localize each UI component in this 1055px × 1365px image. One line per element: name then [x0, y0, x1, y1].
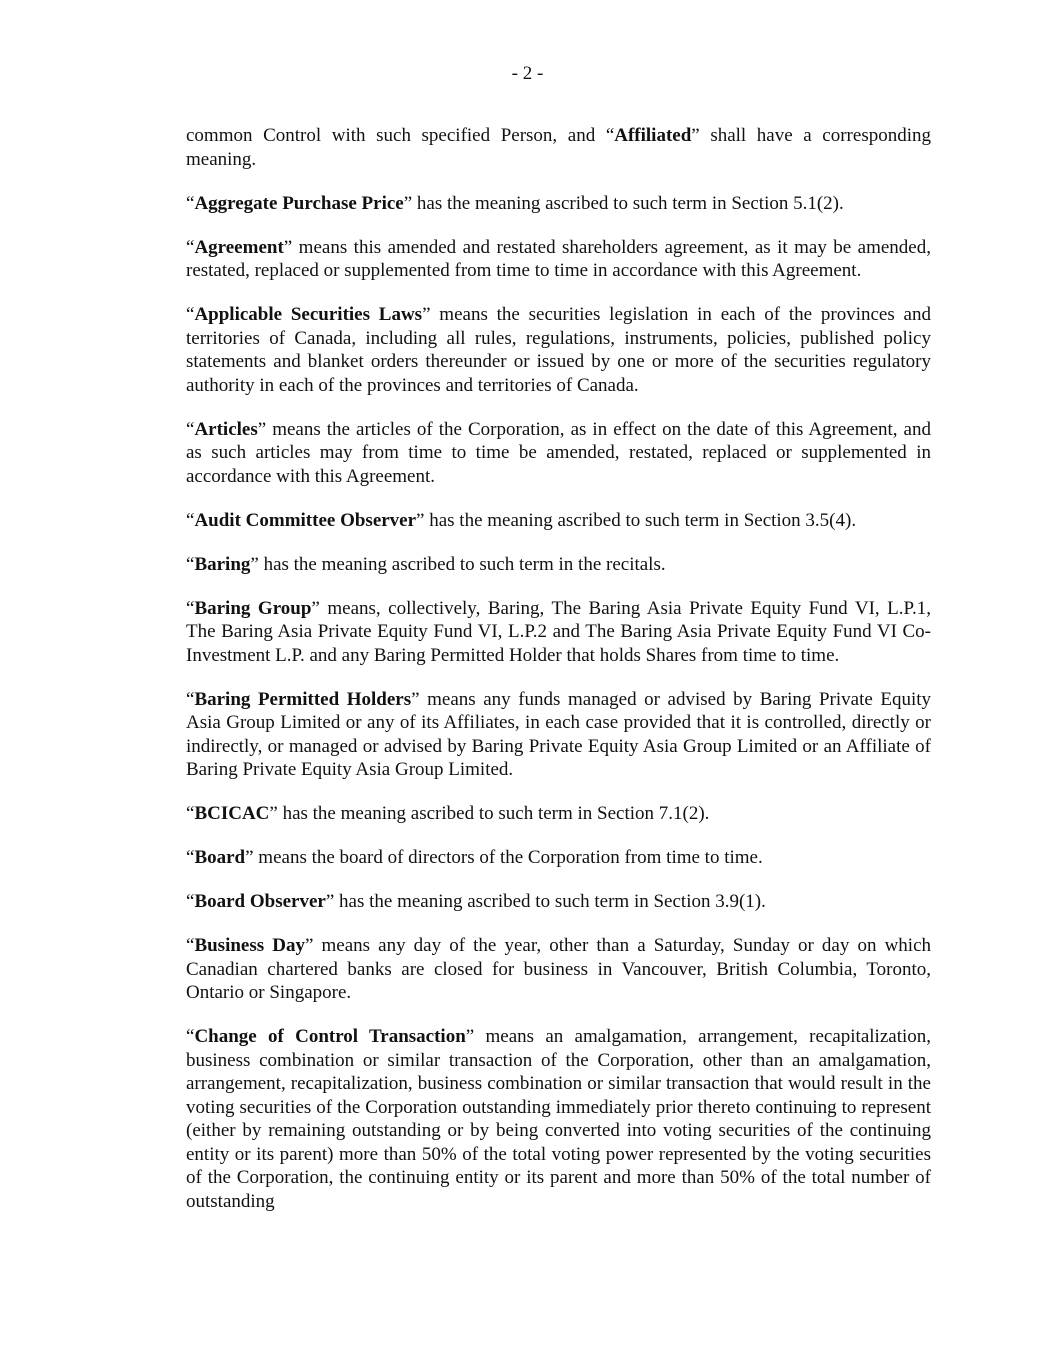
- defined-term: Articles: [194, 418, 258, 440]
- defined-term: Baring: [194, 553, 251, 575]
- intro-pre-text: common Control with such specified Person, and “: [186, 125, 615, 146]
- definition-text: ” means, collectively, Baring, The Baring Asia Private Equity Fund VI, L.P.1, The Baring Asia Private Equity Fund VI, L.P.2 and The Baring Asia Private Equity Fund VI Co-Investment L.P. and any Baring Permitted Holder that holds Shares from time to time.: [186, 597, 931, 666]
- defined-term: Applicable Securities Laws: [194, 304, 423, 325]
- intro-paragraph: [186, 124, 931, 171]
- definition-text: ” means the articles of the Corporation, as in effect on the date of this Agreement, and as such articles may from time to time be amended, restated, replaced or supplemented in accordance with this Agreement.: [186, 418, 931, 487]
- defined-term: Board Observer: [194, 891, 326, 912]
- defined-term: Agreement: [194, 236, 284, 258]
- defined-term: Audit Committee Observer: [194, 509, 417, 531]
- definition-paragraph: “Change of Control Transaction” means an amalgamation, arrangement, recapitalization, business combination or similar transaction of the Corporation, other than an amalgamation, arrangement, recapitalization, business combination or similar transaction that would result in the voting securities of the Corporation outstanding immediately prior thereto continuing to represent (either by remaining outstanding or by being converted into voting securities of the continuing entity or its parent) more than 50% of the total voting power represented by the voting securities of the Corporation, the continuing entity or its parent and more than 50% of the total number of outstanding: [186, 1026, 931, 1212]
- definition-text: ” has the meaning ascribed to such term in Section 3.9(1).: [325, 891, 766, 912]
- defined-term: Board: [194, 847, 246, 868]
- definition-paragraph: “Aggregate Purchase Price” has the meaning ascribed to such term in Section 5.1(2).: [186, 192, 844, 214]
- defined-term: Aggregate Purchase Price: [194, 192, 404, 214]
- definition-text: ” means the board of directors of the Corporation from time to time.: [245, 847, 763, 868]
- definition-paragraph: “Baring Group” means, collectively, Baring, The Baring Asia Private Equity Fund VI, L.P.1, The Baring Asia Private Equity Fund VI, L.P.2 and The Baring Asia Private Equity Fund VI Co-Investment L.P. and any Baring Permitted Holder that holds Shares from time to time.: [186, 597, 931, 666]
- defined-term: Baring Group: [194, 597, 312, 619]
- definition-paragraph: “Business Day” means any day of the year, other than a Saturday, Sunday or day on which Canadian chartered banks are closed for business in Vancouver, British Columbia, Toronto, Ontario or Singapore.: [186, 935, 931, 1003]
- defined-term: Baring Permitted Holders: [194, 688, 412, 710]
- definition-paragraph: “Baring” has the meaning ascribed to such term in the recitals.: [186, 553, 666, 575]
- definition-paragraph: “Agreement” means this amended and restated shareholders agreement, as it may be amended, restated, replaced or supplemented from time to time in accordance with this Agreement.: [186, 236, 931, 281]
- document-body: [186, 124, 931, 1234]
- definition-text: ” has the meaning ascribed to such term in Section 7.1(2).: [269, 803, 710, 824]
- definition-paragraph: “Articles” means the articles of the Corporation, as in effect on the date of this Agreement, and as such articles may from time to time be amended, restated, replaced or supplemented in accordance with this Agreement.: [186, 418, 931, 487]
- defined-term: Change of Control Transaction: [194, 1026, 466, 1047]
- definition-text: ” means this amended and restated shareholders agreement, as it may be amended, restated, replaced or supplemented from time to time in accordance with this Agreement.: [186, 236, 931, 281]
- definition-paragraph: “Baring Permitted Holders” means any funds managed or advised by Baring Private Equity Asia Group Limited or any of its Affiliates, in each case provided that it is controlled, directly or indirectly, or managed or advised by Baring Private Equity Asia Group Limited or an Affiliate of Baring Private Equity Asia Group Limited.: [186, 688, 932, 780]
- definition-paragraph: “Audit Committee Observer” has the meaning ascribed to such term in Section 3.5(4).: [186, 509, 857, 531]
- definition-text: ” has the meaning ascribed to such term in Section 3.5(4).: [416, 509, 857, 531]
- definition-text: ” means any funds managed or advised by Baring Private Equity Asia Group Limited or any of its Affiliates, in each case provided that it is controlled, directly or indirectly, or managed or advised by Baring Private Equity Asia Group Limited or an Affiliate of Baring Private Equity Asia Group Limited.: [186, 688, 932, 780]
- definition-text: ” has the meaning ascribed to such term in the recitals.: [250, 553, 666, 575]
- definition-text: ” means any day of the year, other than a Saturday, Sunday or day on which Canadian chartered banks are closed for business in Vancouver, British Columbia, Toronto, Ontario or Singapore.: [186, 935, 931, 1003]
- definition-paragraph: “Board Observer” has the meaning ascribed to such term in Section 3.9(1).: [186, 891, 766, 912]
- defined-term: BCICAC: [194, 803, 270, 824]
- defined-term: Affiliated: [614, 125, 692, 146]
- definition-paragraph: “BCICAC” has the meaning ascribed to such term in Section 7.1(2).: [186, 803, 710, 824]
- definition-text: ” means an amalgamation, arrangement, recapitalization, business combination or similar transaction of the Corporation, other than an amalgamation, arrangement, recapitalization, business combination or similar transaction that would result in the voting securities of the Corporation outstanding immediately prior thereto continuing to represent (either by remaining outstanding or by being converted into voting securities of the continuing entity or its parent) more than 50% of the total voting power represented by the voting securities of the Corporation, the continuing entity or its parent and more than 50% of the total number of outstanding: [186, 1026, 931, 1212]
- defined-term: Business Day: [194, 935, 305, 956]
- definition-text: ” has the meaning ascribed to such term in Section 5.1(2).: [403, 192, 844, 214]
- intro-post-text: ” shall have a corresponding meaning.: [186, 125, 931, 170]
- page-number: - 2 -: [511, 63, 544, 84]
- definition-paragraph: “Applicable Securities Laws” means the securities legislation in each of the provinces and territories of Canada, including all rules, regulations, instruments, policies, published policy statements and blanket orders thereunder or issued by one or more of the securities regulatory authority in each of the provinces and territories of Canada.: [186, 304, 931, 396]
- definition-text: ” means the securities legislation in each of the provinces and territories of Canada, including all rules, regulations, instruments, policies, published policy statements and blanket orders thereunder or issued by one or more of the securities regulatory authority in each of the provinces and territories of Canada.: [186, 304, 931, 396]
- definition-paragraph: “Board” means the board of directors of the Corporation from time to time.: [186, 847, 763, 868]
